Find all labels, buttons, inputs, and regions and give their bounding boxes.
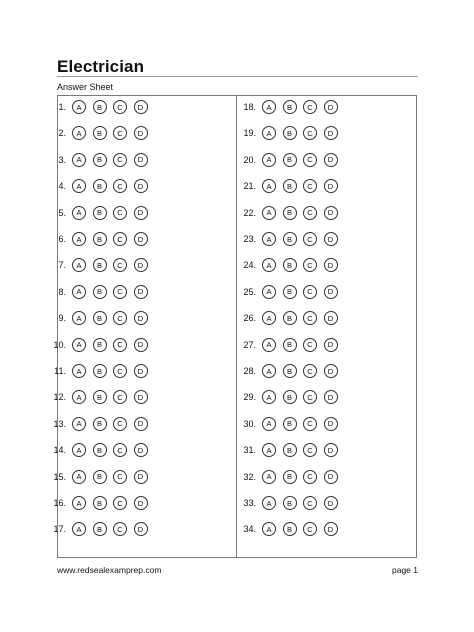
answer-row bbox=[40, 151, 154, 169]
answer-bubble-b[interactable]: B bbox=[93, 206, 107, 220]
answer-bubble-c[interactable]: C bbox=[303, 206, 317, 220]
answer-bubble-b[interactable]: B bbox=[283, 364, 297, 378]
question-number: 4. bbox=[58, 181, 66, 192]
answer-bubble-a[interactable]: A bbox=[72, 285, 86, 299]
answer-row bbox=[230, 441, 344, 459]
answer-row bbox=[230, 256, 344, 274]
answer-bubble-b[interactable]: B bbox=[283, 126, 297, 140]
answer-bubble-b[interactable]: B bbox=[93, 443, 107, 457]
question-number: 30. bbox=[243, 418, 256, 429]
answer-bubble-d[interactable]: D bbox=[134, 179, 148, 193]
answer-bubble-a[interactable]: A bbox=[262, 206, 276, 220]
answer-bubble-d[interactable]: D bbox=[324, 470, 338, 484]
answer-bubble-c[interactable]: C bbox=[113, 417, 127, 431]
answer-bubble-d[interactable]: D bbox=[324, 338, 338, 352]
answer-row bbox=[40, 494, 154, 512]
answer-bubble-a[interactable]: A bbox=[72, 522, 86, 536]
answer-bubble-a[interactable]: A bbox=[262, 100, 276, 114]
answer-row bbox=[230, 230, 344, 248]
question-number: 11. bbox=[54, 366, 66, 376]
answer-bubble-a[interactable]: A bbox=[262, 126, 276, 140]
answer-bubble-b[interactable]: B bbox=[283, 153, 297, 167]
answer-bubble-d[interactable]: D bbox=[134, 417, 148, 431]
answer-bubble-c[interactable]: C bbox=[113, 311, 127, 325]
answer-bubble-c[interactable]: C bbox=[303, 522, 317, 536]
question-number: 9. bbox=[58, 313, 66, 324]
question-number: 5. bbox=[58, 207, 66, 218]
answer-row bbox=[40, 177, 154, 195]
question-number: 22. bbox=[243, 207, 256, 218]
question-number: 28. bbox=[243, 366, 256, 376]
answer-row bbox=[230, 151, 344, 169]
question-number: 10. bbox=[53, 339, 66, 350]
answer-bubble-b[interactable]: B bbox=[93, 390, 107, 404]
answer-bubble-d[interactable]: D bbox=[134, 206, 148, 220]
answer-bubble-c[interactable]: C bbox=[113, 522, 127, 536]
answer-bubble-c[interactable]: C bbox=[113, 179, 127, 193]
answer-bubble-a[interactable]: A bbox=[262, 232, 276, 246]
answer-bubble-b[interactable]: B bbox=[283, 390, 297, 404]
answer-row bbox=[40, 362, 154, 380]
answer-row bbox=[40, 520, 154, 538]
answer-bubble-a[interactable]: A bbox=[72, 258, 86, 272]
answer-row bbox=[40, 256, 154, 274]
answer-bubble-b[interactable]: B bbox=[283, 179, 297, 193]
answer-bubble-d[interactable]: D bbox=[134, 100, 148, 114]
question-number: 24. bbox=[243, 260, 256, 271]
answer-bubble-b[interactable]: B bbox=[93, 179, 107, 193]
answer-bubble-c[interactable]: C bbox=[113, 153, 127, 167]
answer-bubble-a[interactable]: A bbox=[72, 470, 86, 484]
question-number: 8. bbox=[58, 286, 66, 297]
answer-bubble-c[interactable]: C bbox=[113, 364, 127, 378]
answer-bubble-d[interactable]: D bbox=[324, 285, 338, 299]
answer-bubble-d[interactable]: D bbox=[134, 390, 148, 404]
question-number: 17. bbox=[53, 524, 66, 535]
answer-bubble-d[interactable]: D bbox=[134, 522, 148, 536]
answer-bubble-d[interactable]: D bbox=[324, 443, 338, 457]
answer-bubble-b[interactable]: B bbox=[283, 470, 297, 484]
answer-row bbox=[230, 283, 344, 301]
answer-row bbox=[230, 520, 344, 538]
answer-bubble-c[interactable]: C bbox=[303, 364, 317, 378]
answer-bubble-d[interactable]: D bbox=[324, 311, 338, 325]
question-number: 33. bbox=[243, 498, 256, 508]
footer-url[interactable]: www.redsealexamprep.com bbox=[57, 565, 162, 575]
answer-bubble-c[interactable]: C bbox=[113, 100, 127, 114]
answer-row bbox=[40, 283, 154, 301]
answer-row bbox=[230, 336, 344, 354]
answer-bubble-c[interactable]: C bbox=[303, 100, 317, 114]
answer-bubble-c[interactable]: C bbox=[303, 179, 317, 193]
answer-bubble-c[interactable]: C bbox=[303, 153, 317, 167]
question-number: 21. bbox=[243, 181, 256, 192]
question-number: 7. bbox=[58, 260, 66, 271]
answer-bubble-d[interactable]: D bbox=[324, 417, 338, 431]
answer-bubble-b[interactable]: B bbox=[93, 496, 107, 510]
answer-bubble-b[interactable]: B bbox=[93, 522, 107, 536]
answer-bubble-b[interactable]: B bbox=[93, 311, 107, 325]
answer-bubble-a[interactable]: A bbox=[72, 153, 86, 167]
question-number: 12. bbox=[53, 392, 66, 403]
answer-bubble-b[interactable]: B bbox=[93, 285, 107, 299]
answer-row bbox=[40, 441, 154, 459]
answer-bubble-d[interactable]: D bbox=[134, 232, 148, 246]
answer-row bbox=[230, 98, 344, 116]
question-number: 32. bbox=[243, 471, 256, 482]
answer-bubble-a[interactable]: A bbox=[262, 338, 276, 352]
answer-bubble-d[interactable]: D bbox=[134, 258, 148, 272]
page-title: Electrician bbox=[57, 57, 145, 76]
answer-bubble-d[interactable]: D bbox=[134, 496, 148, 510]
answer-bubble-b[interactable]: B bbox=[283, 206, 297, 220]
question-number: 15. bbox=[53, 471, 66, 482]
answer-row bbox=[40, 388, 154, 406]
page-subtitle: Answer Sheet bbox=[57, 82, 114, 92]
answer-row bbox=[230, 388, 344, 406]
answer-bubble-b[interactable]: B bbox=[93, 258, 107, 272]
answer-row bbox=[230, 204, 344, 222]
answer-bubble-c[interactable]: C bbox=[303, 470, 317, 484]
answer-bubble-d[interactable]: D bbox=[134, 285, 148, 299]
answer-row bbox=[40, 415, 154, 433]
answer-bubble-b[interactable]: B bbox=[283, 311, 297, 325]
answer-row bbox=[40, 230, 154, 248]
answer-bubble-d[interactable]: D bbox=[134, 126, 148, 140]
answer-bubble-b[interactable]: B bbox=[283, 100, 297, 114]
answer-row bbox=[40, 336, 154, 354]
page-number: page 1 bbox=[392, 565, 418, 575]
answer-bubble-a[interactable]: A bbox=[72, 206, 86, 220]
answer-row bbox=[40, 124, 154, 142]
question-number: 29. bbox=[243, 392, 256, 403]
answer-bubble-a[interactable]: A bbox=[262, 311, 276, 325]
answer-row bbox=[230, 362, 344, 380]
answer-bubble-d[interactable]: D bbox=[324, 258, 338, 272]
answer-row bbox=[40, 204, 154, 222]
answer-row bbox=[230, 124, 344, 142]
answer-row bbox=[40, 468, 154, 486]
answer-bubble-d[interactable]: D bbox=[324, 100, 338, 114]
answer-bubble-a[interactable]: A bbox=[72, 179, 86, 193]
answer-bubble-c[interactable]: C bbox=[113, 496, 127, 510]
question-number: 27. bbox=[243, 339, 256, 350]
answer-row bbox=[40, 309, 154, 327]
answer-bubble-b[interactable]: B bbox=[93, 153, 107, 167]
answer-bubble-a[interactable]: A bbox=[72, 232, 86, 246]
question-number: 18. bbox=[243, 102, 256, 112]
answer-bubble-c[interactable]: C bbox=[113, 232, 127, 246]
answer-bubble-a[interactable]: A bbox=[72, 390, 86, 404]
answer-bubble-c[interactable]: C bbox=[113, 470, 127, 484]
answer-bubble-d[interactable]: D bbox=[134, 153, 148, 167]
question-number: 6. bbox=[58, 234, 66, 244]
answer-bubble-b[interactable]: B bbox=[93, 126, 107, 140]
answer-bubble-c[interactable]: C bbox=[303, 443, 317, 457]
question-number: 16. bbox=[53, 498, 66, 508]
question-number: 23. bbox=[243, 234, 256, 244]
question-number: 31. bbox=[243, 445, 256, 456]
answer-bubble-a[interactable]: A bbox=[72, 443, 86, 457]
answer-bubble-a[interactable]: A bbox=[262, 179, 276, 193]
answer-bubble-a[interactable]: A bbox=[262, 258, 276, 272]
answer-bubble-d[interactable]: D bbox=[324, 153, 338, 167]
title-divider bbox=[57, 76, 418, 77]
answer-bubble-d[interactable]: D bbox=[134, 311, 148, 325]
answer-bubble-c[interactable]: C bbox=[303, 311, 317, 325]
answer-bubble-b[interactable]: B bbox=[93, 232, 107, 246]
answer-bubble-b[interactable]: B bbox=[283, 443, 297, 457]
answer-bubble-b[interactable]: B bbox=[93, 364, 107, 378]
answer-bubble-a[interactable]: A bbox=[262, 496, 276, 510]
answer-bubble-a[interactable]: A bbox=[262, 153, 276, 167]
answer-bubble-a[interactable]: A bbox=[262, 522, 276, 536]
answer-bubble-d[interactable]: D bbox=[134, 470, 148, 484]
question-number: 14. bbox=[53, 445, 66, 456]
answer-bubble-d[interactable]: D bbox=[324, 206, 338, 220]
question-number: 19. bbox=[243, 128, 256, 139]
answer-row bbox=[230, 494, 344, 512]
question-number: 1. bbox=[58, 102, 66, 112]
question-number: 20. bbox=[243, 154, 256, 165]
answer-bubble-b[interactable]: B bbox=[93, 470, 107, 484]
question-number: 34. bbox=[243, 524, 256, 535]
question-number: 13. bbox=[53, 418, 66, 429]
answer-bubble-a[interactable]: A bbox=[262, 390, 276, 404]
answer-bubble-d[interactable]: D bbox=[324, 126, 338, 140]
answer-bubble-b[interactable]: B bbox=[283, 258, 297, 272]
answer-bubble-c[interactable]: C bbox=[113, 206, 127, 220]
answer-bubble-c[interactable]: C bbox=[113, 390, 127, 404]
answer-bubble-d[interactable]: D bbox=[134, 364, 148, 378]
answer-bubble-c[interactable]: C bbox=[113, 443, 127, 457]
answer-bubble-a[interactable]: A bbox=[262, 364, 276, 378]
answer-bubble-b[interactable]: B bbox=[283, 285, 297, 299]
answer-row bbox=[230, 177, 344, 195]
answer-bubble-a[interactable]: A bbox=[72, 496, 86, 510]
answer-bubble-c[interactable]: C bbox=[303, 285, 317, 299]
answer-bubble-b[interactable]: B bbox=[93, 100, 107, 114]
answer-bubble-b[interactable]: B bbox=[283, 522, 297, 536]
answer-row bbox=[230, 415, 344, 433]
answer-bubble-c[interactable]: C bbox=[303, 258, 317, 272]
answer-row bbox=[230, 309, 344, 327]
answer-bubble-c[interactable]: C bbox=[303, 417, 317, 431]
answer-bubble-c[interactable]: C bbox=[113, 258, 127, 272]
answer-bubble-d[interactable]: D bbox=[324, 364, 338, 378]
answer-bubble-b[interactable]: B bbox=[283, 417, 297, 431]
answer-bubble-d[interactable]: D bbox=[324, 232, 338, 246]
question-number: 2. bbox=[58, 128, 66, 139]
answer-bubble-c[interactable]: C bbox=[303, 338, 317, 352]
answer-bubble-a[interactable]: A bbox=[72, 364, 86, 378]
answer-bubble-c[interactable]: C bbox=[113, 126, 127, 140]
answer-bubble-b[interactable]: B bbox=[283, 496, 297, 510]
answer-bubble-d[interactable]: D bbox=[134, 338, 148, 352]
answer-bubble-d[interactable]: D bbox=[324, 390, 338, 404]
answer-bubble-c[interactable]: C bbox=[303, 232, 317, 246]
question-number: 25. bbox=[243, 286, 256, 297]
answer-bubble-b[interactable]: B bbox=[283, 338, 297, 352]
answer-bubble-d[interactable]: D bbox=[134, 443, 148, 457]
answer-bubble-a[interactable]: A bbox=[72, 417, 86, 431]
answer-bubble-a[interactable]: A bbox=[72, 126, 86, 140]
answer-bubble-a[interactable]: A bbox=[262, 470, 276, 484]
answer-bubble-d[interactable]: D bbox=[324, 179, 338, 193]
answer-bubble-c[interactable]: C bbox=[303, 390, 317, 404]
answer-bubble-a[interactable]: A bbox=[262, 285, 276, 299]
answer-bubble-b[interactable]: B bbox=[283, 232, 297, 246]
answer-bubble-b[interactable]: B bbox=[93, 417, 107, 431]
question-number: 26. bbox=[243, 313, 256, 324]
answer-bubble-a[interactable]: A bbox=[72, 100, 86, 114]
answer-bubble-c[interactable]: C bbox=[113, 338, 127, 352]
answer-bubble-c[interactable]: C bbox=[113, 285, 127, 299]
answer-bubble-b[interactable]: B bbox=[93, 338, 107, 352]
answer-row bbox=[230, 468, 344, 486]
answer-bubble-a[interactable]: A bbox=[262, 443, 276, 457]
answer-bubble-a[interactable]: A bbox=[72, 311, 86, 325]
question-number: 3. bbox=[58, 154, 66, 165]
answer-bubble-c[interactable]: C bbox=[303, 496, 317, 510]
answer-bubble-d[interactable]: D bbox=[324, 496, 338, 510]
answer-bubble-a[interactable]: A bbox=[262, 417, 276, 431]
answer-bubble-c[interactable]: C bbox=[303, 126, 317, 140]
answer-row bbox=[40, 98, 154, 116]
answer-bubble-a[interactable]: A bbox=[72, 338, 86, 352]
answer-bubble-d[interactable]: D bbox=[324, 522, 338, 536]
